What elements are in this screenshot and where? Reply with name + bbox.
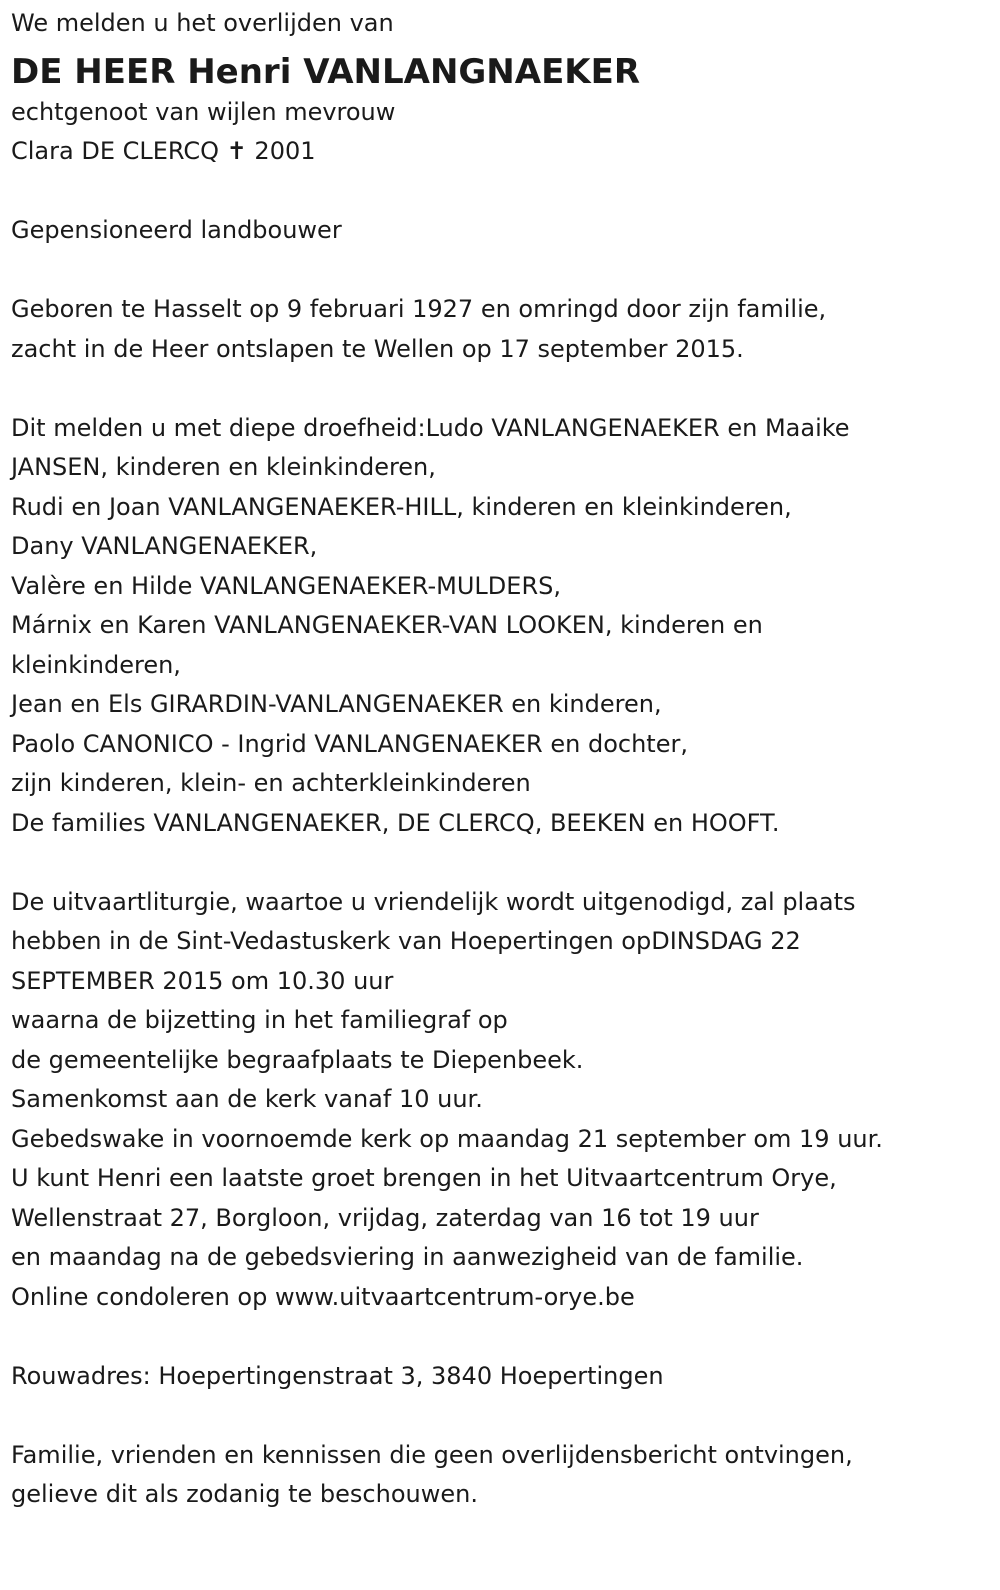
mourners-line: Rudi en Joan VANLANGENAEKER-HILL, kinderen en kleinkinderen, xyxy=(11,492,792,521)
funeral-line: Gebedswake in voornoemde kerk op maandag 21 september om 19 uur. xyxy=(11,1124,883,1153)
funeral-section xyxy=(11,883,1000,1318)
spacer xyxy=(11,843,1000,883)
mourners-line: kleinkinderen, xyxy=(11,650,181,679)
mourners-line: JANSEN, kinderen en kleinkinderen, xyxy=(11,453,436,481)
intro-text: We melden u het overlijden van xyxy=(11,9,394,37)
spacer xyxy=(11,1317,1000,1357)
funeral-line: Wellenstraat 27, Borgloon, vrijdag, zaterdag van 16 tot 19 uur xyxy=(11,1203,759,1232)
spouse-name-line xyxy=(11,132,1000,172)
funeral-line: SEPTEMBER 2015 om 10.30 uur xyxy=(11,966,394,995)
mourners-line: Dit melden u met diepe droefheid:Ludo VANLANGENAEKER en Maaike xyxy=(11,413,850,442)
mourners-line: zijn kinderen, klein- en achterkleinkinderen xyxy=(11,769,531,797)
mourners-section xyxy=(11,409,1000,844)
mourners-line: Márnix en Karen VANLANGENAEKER-VAN LOOKEN, kinderen en xyxy=(11,611,763,639)
mourners-line: De families VANLANGENAEKER, DE CLERCQ, BEEKEN en HOOFT. xyxy=(11,808,780,837)
spouse-name: Clara DE CLERCQ xyxy=(11,137,220,165)
spacer xyxy=(11,172,1000,212)
closing-line: Familie, vrienden en kennissen die geen overlijdensbericht ontvingen, xyxy=(11,1440,853,1469)
birth-death-line: Geboren te Hasselt op 9 februari 1927 en omringd door zijn familie, xyxy=(11,295,827,323)
funeral-line: de gemeentelijke begraafplaats te Diepenbeek. xyxy=(11,1045,584,1074)
occupation: Gepensioneerd landbouwer xyxy=(11,216,342,244)
spouse-line: echtgenoot van wijlen mevrouw xyxy=(11,97,396,126)
mourning-address: Rouwadres: Hoepertingenstraat 3, 3840 Hoepertingen xyxy=(11,1361,664,1390)
birth-death-section xyxy=(11,290,1000,369)
funeral-line: U kunt Henri een laatste groet brengen in het Uitvaartcentrum Orye, xyxy=(11,1164,837,1192)
condolence-link-line: Online condoleren op www.uitvaartcentrum-orye.be xyxy=(11,1282,635,1311)
birth-death-line: zacht in de Heer ontslapen te Wellen op 17 september 2015. xyxy=(11,334,744,363)
funeral-line: De uitvaartliturgie, waartoe u vriendelijk wordt uitgenodigd, zal plaats xyxy=(11,887,856,916)
funeral-line: hebben in de Sint-Vedastuskerk van Hoepertingen opDINSDAG 22 xyxy=(11,927,801,955)
funeral-line: en maandag na de gebedsviering in aanwezigheid van de familie. xyxy=(11,1243,804,1271)
closing-section xyxy=(11,1436,1000,1515)
spacer xyxy=(11,369,1000,409)
mourners-line: Paolo CANONICO - Ingrid VANLANGENAEKER en dochter, xyxy=(11,729,688,758)
mourners-line: Jean en Els GIRARDIN-VANLANGENAEKER en kinderen, xyxy=(11,690,662,718)
closing-line: gelieve dit als zodanig te beschouwen. xyxy=(11,1480,478,1508)
spacer xyxy=(11,251,1000,291)
mourners-line: Valère en Hilde VANLANGENAEKER-MULDERS, xyxy=(11,571,561,600)
deceased-name: DE HEER Henri VANLANGNAEKER xyxy=(11,51,641,92)
funeral-line: waarna de bijzetting in het familiegraf op xyxy=(11,1006,508,1034)
spouse-death-year: 2001 xyxy=(254,137,316,165)
cross-icon: ✝ xyxy=(226,137,247,165)
mourners-line: Dany VANLANGENAEKER, xyxy=(11,532,318,560)
funeral-line: Samenkomst aan de kerk vanaf 10 uur. xyxy=(11,1085,483,1113)
spacer xyxy=(11,1396,1000,1436)
